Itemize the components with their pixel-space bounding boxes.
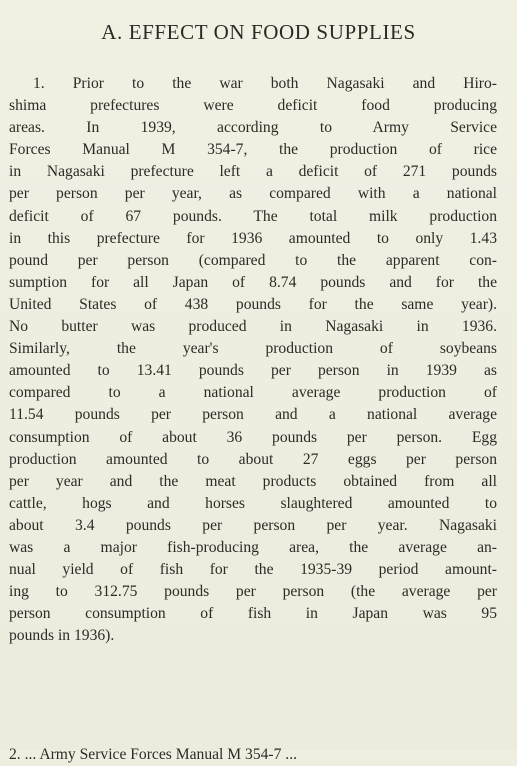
text-line: 1. Prior to the war both Nagasaki and Hiro- [33, 75, 497, 92]
text-line: sumption for all Japan of 8.74 pounds and for the [9, 273, 497, 291]
text-line: pounds in 1936). [9, 627, 115, 645]
text-line: pound per person (compared to the apparent con- [9, 251, 497, 269]
cut-off-line-text: 2. ... Army Service Forces Manual M 354-7 ... [9, 746, 298, 763]
section-heading: A. EFFECT ON FOOD SUPPLIES [101, 20, 416, 44]
text-line: cattle, hogs and horses slaughtered amounted to [9, 494, 497, 512]
text-line: in this prefecture for 1936 amounted to only 1.43 [9, 229, 497, 247]
paragraph [9, 73, 497, 647]
text-line: amounted to 13.41 pounds per person in 1939 as [9, 362, 497, 380]
text-line: United States of 438 pounds for the same year). [9, 295, 497, 313]
text-line: nual yield of fish for the 1935-39 period amount- [9, 561, 497, 579]
text-line: shima prefectures were deficit food producing [9, 97, 497, 115]
text-line: deficit of 67 pounds. The total milk production [9, 207, 497, 225]
text-line: areas. In 1939, according to Army Service [9, 119, 497, 137]
text-line: ing to 312.75 pounds per person (the average per [9, 583, 497, 601]
text-line: Forces Manual M 354-7, the production of rice [9, 141, 497, 159]
text-line: person consumption of fish in Japan was 95 [9, 605, 497, 623]
text-line: consumption of about 36 pounds per person. Egg [9, 428, 497, 446]
text-line: compared to a national average production of [9, 384, 497, 402]
text-line: per person per year, as compared with a national [9, 185, 497, 203]
text-line: Similarly, the year's production of soybeans [9, 340, 497, 358]
text-line: per year and the meat products obtained from all [9, 472, 497, 490]
text-line: was a major fish-producing area, the average an- [9, 538, 497, 556]
text-line: No butter was produced in Nagasaki in 1936. [9, 318, 497, 336]
text-line: production amounted to about 27 eggs per person [9, 450, 497, 468]
text-line: about 3.4 pounds per person per year. Nagasaki [9, 516, 497, 534]
text-line: in Nagasaki prefecture left a deficit of 271 pounds [9, 163, 497, 181]
text-line: 11.54 pounds per person and a national average [9, 406, 497, 424]
cut-off-line [9, 736, 497, 763]
